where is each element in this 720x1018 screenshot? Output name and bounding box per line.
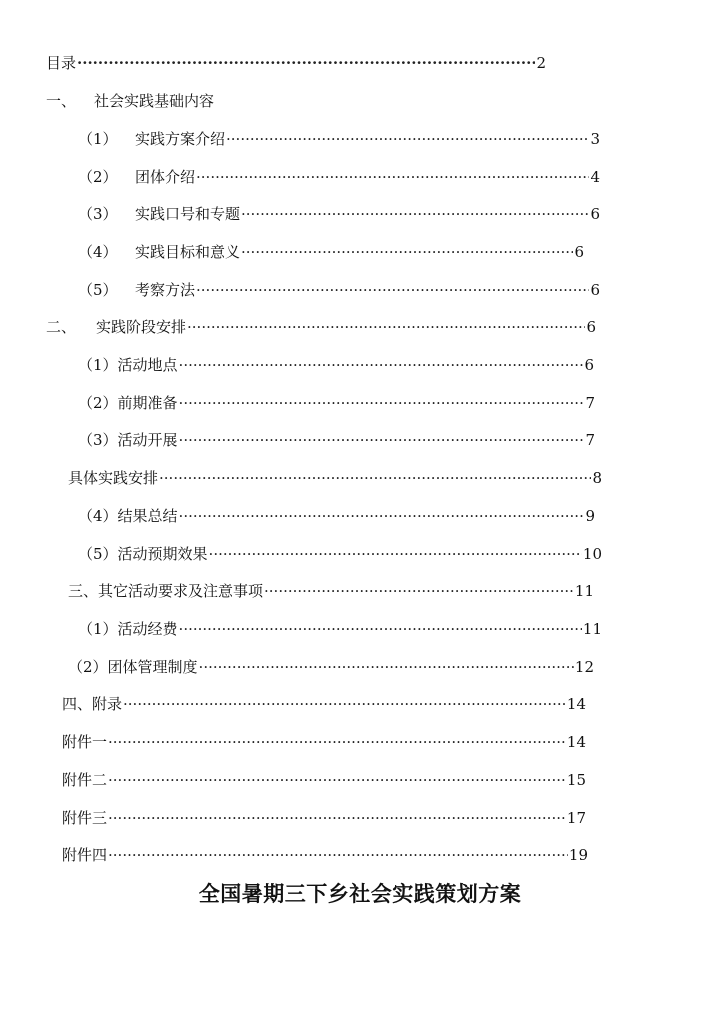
toc-entry [78, 392, 595, 414]
toc-page-number: 9 [585, 507, 595, 525]
toc-entry [78, 203, 600, 225]
toc-page-number: 2 [536, 54, 546, 72]
toc-section-4 [62, 693, 586, 715]
toc-section-2 [46, 316, 596, 338]
toc-entry-label: 附件四 [62, 846, 108, 864]
toc-entry-number: （3） [78, 205, 118, 223]
toc-entry [62, 731, 586, 753]
toc-entry [78, 241, 584, 263]
toc-entry-number: （1） [78, 130, 118, 148]
toc-entry-number: （4） [78, 243, 118, 261]
toc-entry-label: （1）活动经费 [78, 620, 178, 638]
toc-entry-label: 实践目标和意义 [135, 243, 241, 261]
toc-entry [68, 656, 594, 678]
toc-page-number: 3 [590, 130, 600, 148]
toc-entry-main [46, 52, 546, 74]
toc-entry-label: （2）团体管理制度 [68, 658, 198, 676]
toc-page-number: 7 [585, 394, 595, 412]
toc-page-number: 12 [574, 658, 594, 676]
toc-entry [78, 354, 594, 376]
toc-page-number: 7 [585, 431, 595, 449]
toc-page-number: 6 [586, 318, 596, 336]
toc-entry-label: （3）活动开展 [78, 431, 178, 449]
toc-page-number: 11 [582, 620, 602, 638]
toc-entry [68, 467, 602, 489]
toc-entry-label: （1）活动地点 [78, 356, 178, 374]
toc-entry-label: （4）结果总结 [78, 507, 178, 525]
toc-page-number: 14 [566, 695, 586, 713]
toc-entry-number: （2） [78, 168, 118, 186]
toc-entry-label: （5）活动预期效果 [78, 545, 208, 563]
toc-page-number: 17 [566, 809, 586, 827]
toc-page-number: 11 [574, 582, 594, 600]
toc-section-label: 实践阶段安排 [96, 318, 187, 336]
toc-page-number: 15 [566, 771, 586, 789]
toc-entry-label: 团体介绍 [135, 168, 196, 186]
toc-entry-label: 考察方法 [135, 281, 196, 299]
toc-dot-leader [108, 731, 566, 753]
toc-section-label: 社会实践基础内容 [94, 92, 215, 110]
toc-entry [62, 844, 588, 866]
toc-dot-leader [179, 392, 585, 414]
toc-entry [78, 128, 600, 150]
toc-dot-leader [209, 543, 582, 565]
toc-dot-leader [264, 580, 574, 602]
toc-dot-leader [196, 166, 589, 188]
toc-entry-label: 具体实践安排 [68, 469, 159, 487]
toc-page-number: 14 [566, 733, 586, 751]
toc-entry [62, 769, 586, 791]
toc-entry-label: 附件二 [62, 771, 108, 789]
toc-dot-leader [108, 844, 568, 866]
toc-dot-leader [199, 656, 574, 678]
toc-page-number: 6 [584, 356, 594, 374]
toc-entry-label: 实践方案介绍 [135, 130, 226, 148]
toc-entry-number: （5） [78, 281, 118, 299]
toc-dot-leader [77, 52, 535, 74]
toc-section-label: 三、其它活动要求及注意事项 [68, 582, 264, 600]
toc-section-number: 一、 [46, 92, 77, 110]
toc-entry [78, 279, 600, 301]
toc-entry [78, 429, 595, 451]
toc-dot-leader [179, 354, 584, 376]
toc-page-number: 10 [582, 545, 602, 563]
toc-section-1 [46, 90, 346, 112]
toc-page-number: 6 [590, 281, 600, 299]
toc-entry [62, 807, 586, 829]
toc-dot-leader [123, 693, 566, 715]
toc-entry-label: 附件三 [62, 809, 108, 827]
toc-dot-leader [179, 429, 585, 451]
toc-section-label: 四、附录 [62, 695, 123, 713]
toc-page-number: 19 [568, 846, 588, 864]
toc-dot-leader [179, 505, 585, 527]
toc-dot-leader [226, 128, 589, 150]
toc-dot-leader [159, 467, 591, 489]
toc-entry-label: 附件一 [62, 733, 108, 751]
toc-dot-leader [241, 203, 589, 225]
toc-dot-leader [241, 241, 573, 263]
toc-entry [78, 543, 602, 565]
toc-page-number: 4 [590, 168, 600, 186]
toc-page-number: 6 [590, 205, 600, 223]
toc-entry [78, 618, 602, 640]
toc-section-3 [68, 580, 594, 602]
toc-entry [78, 166, 600, 188]
toc-dot-leader [179, 618, 582, 640]
toc-dot-leader [108, 807, 566, 829]
toc-entry [78, 505, 595, 527]
toc-page-number: 6 [574, 243, 584, 261]
toc-entry-label: （2）前期准备 [78, 394, 178, 412]
toc-section-number: 二、 [46, 318, 77, 336]
toc-page-number: 8 [592, 469, 602, 487]
document-title: 全国暑期三下乡社会实践策划方案 [198, 881, 522, 906]
toc-dot-leader [196, 279, 589, 301]
toc-dot-leader [187, 316, 585, 338]
toc-entry-label: 目录 [46, 54, 77, 72]
toc-entry-label: 实践口号和专题 [135, 205, 241, 223]
toc-dot-leader [108, 769, 566, 791]
